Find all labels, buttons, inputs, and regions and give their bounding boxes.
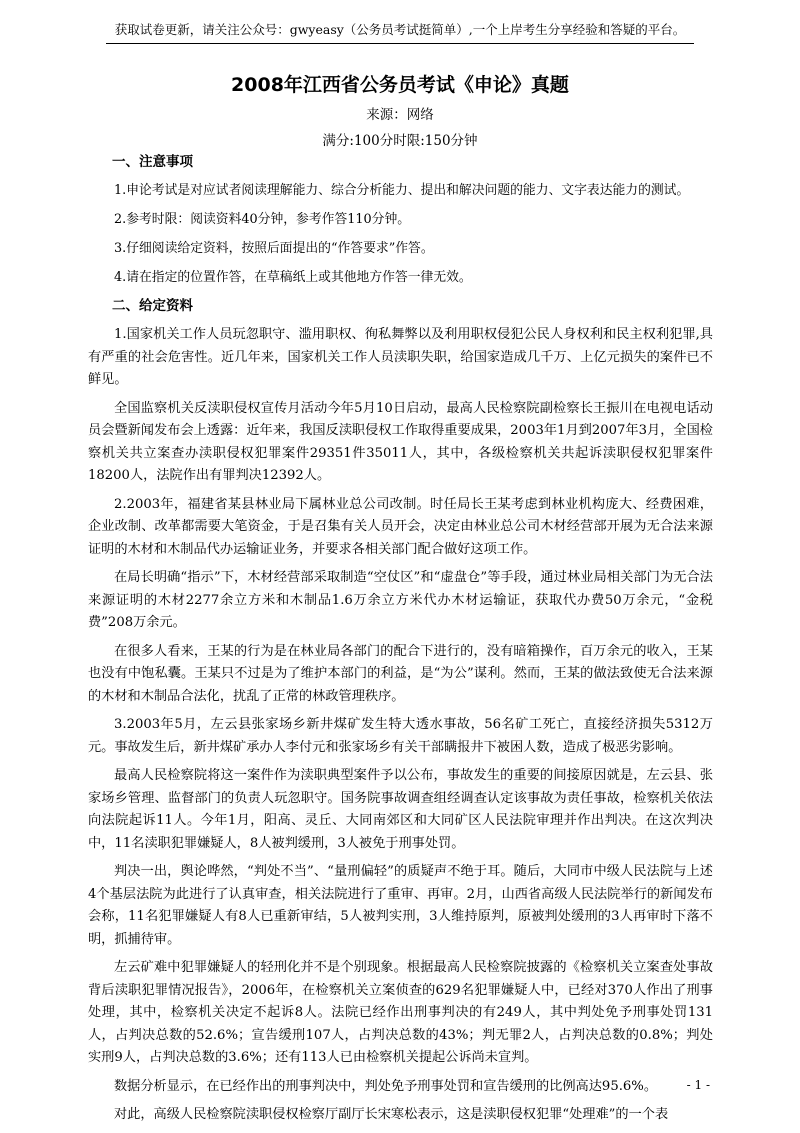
note-item: 3.仔细阅读给定资料，按照后面提出的“作答要求”作答。 xyxy=(114,241,434,256)
document-body xyxy=(88,152,713,1133)
score-time-line: 满分:100分时限:150分钟 xyxy=(322,133,478,149)
material-paragraph: 判决一出，舆论哗然，“判处不当”、“量刑偏轻”的质疑声不绝于耳。随后，大同市中级人民法院与上述4个基层法院为此进行了认真审查，相关法院进行了重审、再审。2月，山西省高级人民法院举行的新闻发布会称，11名犯罪嫌疑人有8人已重新审结，5人被判实刑，3人维持原判，原被判处缓刑的3人再审时下落不明，抓捕待审。 xyxy=(88,864,713,947)
header-notice: 获取试卷更新，请关注公众号：gwyeasy（公务员考试挺简单）,一个上岸考生分享经验和答疑的平台。 xyxy=(114,22,686,37)
section-heading-notes: 一、注意事项 xyxy=(112,154,193,170)
note-item: 4.请在指定的位置作答，在草稿纸上或其他地方作答一律无效。 xyxy=(114,270,472,285)
material-paragraph: 最高人民检察院将这一案件作为渎职典型案件予以公布，事故发生的重要的间接原因就是，左云县、张家场乡管理、监督部门的负责人玩忽职守。国务院事故调查组经调查认定该事故为责任事故，检察机关依法向法院起诉11人。今年1月，阳高、灵丘、大同南郊区和大同矿区人民法院审理并作出判决。在这次判决中，11名渎职犯罪嫌疑人，8人被判缓刑，3人被免于刑事处罚。 xyxy=(88,768,713,851)
note-item: 1.申论考试是对应试者阅读理解能力、综合分析能力、提出和解决问题的能力、文字表达能力的测试。 xyxy=(114,183,690,198)
material-paragraph: 数据分析显示，在已经作出的刑事判决中，判处免予刑事处罚和宣告缓刑的比例高达95.6%。 xyxy=(114,1078,658,1094)
material-paragraph: 左云矿难中犯罪嫌疑人的轻刑化并不是个别现象。根据最高人民检察院披露的《检察机关立案查处事故背后渎职犯罪情况报告》，2006年，在检察机关立案侦查的629名犯罪嫌疑人中，已经对370人作出了刑事处理，其中，检察机关决定不起诉8人。法院已经作出刑事判决的有249人，其中判处免予刑事处罚131人，占判决总数的52.6%；宣告缓刑107人，占判决总数的43%；判无罪2人，占判决总数的0.8%；判处实刑9人，占判决总数的3.6%；还有113人已由检察机关提起公诉尚未宣判。 xyxy=(88,960,713,1065)
material-paragraph: 1.国家机关工作人员玩忽职守、滥用职权、徇私舞弊以及利用职权侵犯公民人身权利和民主权利犯罪,具有严重的社会危害性。近几年来，国家机关工作人员渎职失职，给国家造成几千万、上亿元损失的案件已不鲜见。 xyxy=(88,327,713,387)
source-line: 来源：网络 xyxy=(366,107,434,123)
page-number: - 1 - xyxy=(686,1078,710,1092)
note-item: 2.参考时限：阅读资料40分钟，参考作答110分钟。 xyxy=(114,212,411,227)
header-divider xyxy=(106,43,694,44)
material-paragraph: 2.2003年，福建省某县林业局下属林业总公司改制。时任局长王某考虑到林业机构庞大、经费困难，企业改制、改革都需要大笔资金，于是召集有关人员开会，决定由林业总公司木材经营部开展为无合法来源证明的木材和木制品代办运输证业务，并要求各相关部门配合做好这项工作。 xyxy=(88,496,713,557)
material-paragraph: 全国监察机关反渎职侵权宣传月活动今年5月10日启动，最高人民检察院副检察长王振川在电视电话动员会暨新闻发布会上透露：近年来，我国反渎职侵权工作取得重要成果，2003年1月到2007年3月，全国检察机关共立案查办渎职侵权犯罪案件29351件35011人，其中，各级检察机关共起诉渎职侵权犯罪案件18200人，法院作出有罪判决12392人。 xyxy=(88,400,713,483)
material-paragraph: 对此，高级人民检察院渎职侵权检察厅副厅长宋寒松表示，这是渎职侵权犯罪“处理难”的一个表 xyxy=(114,1107,669,1122)
page-title: 2008年江西省公务员考试《申论》真题 xyxy=(231,74,569,96)
material-paragraph: 在很多人看来，王某的行为是在林业局各部门的配合下进行的，没有暗箱操作，百万余元的收入，王某也没有中饱私囊。王某只不过是为了维护本部门的利益，是“为公”谋利。然而，王某的做法致使无合法来源的木材和木制品合法化，扰乱了正常的林政管理秩序。 xyxy=(88,643,713,704)
material-paragraph: 3.2003年5月，左云县张家场乡新井煤矿发生特大透水事故，56名矿工死亡，直接经济损失5312万元。事故发生后，新井煤矿承办人李付元和张家场乡有关干部瞒报井下被困人数，造成了极恶劣影响。 xyxy=(88,717,713,755)
material-paragraph: 在局长明确“指示”下，木材经营部采取制造“空仗区”和“虚盘仓”等手段，通过林业局相关部门为无合法来源证明的木材2277余立方米和木制品1.6万余立方米代办木材运输证，获取代办费50万余元，“金税费”208万余元。 xyxy=(88,570,713,630)
section-heading-materials: 二、给定资料 xyxy=(112,298,193,314)
